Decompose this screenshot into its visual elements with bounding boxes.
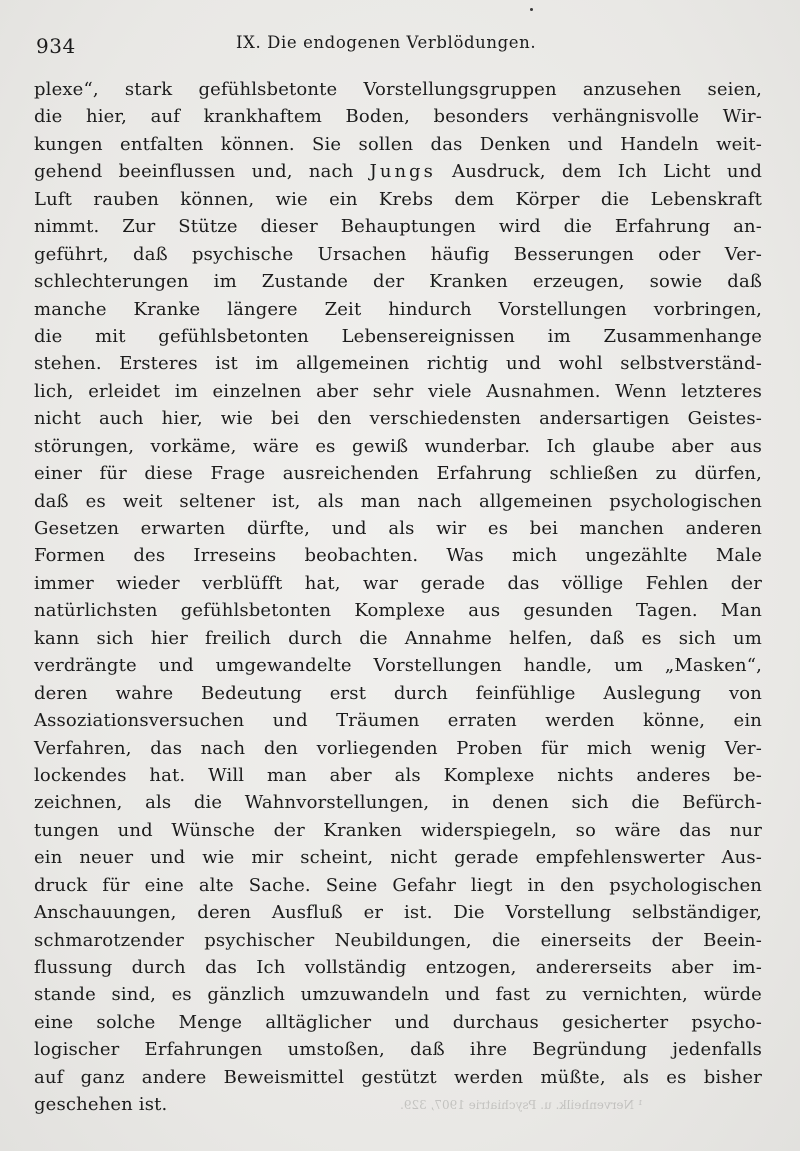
text-line: geführt, daß psychische Ursachen häufig Besserungen oder Ver- — [34, 243, 762, 265]
running-head: IX. Die endogenen Verblödungen. — [236, 33, 537, 52]
text-line: die mit gefühlsbetonten Lebensereignissen im Zusammenhange — [34, 325, 762, 347]
text-line: logischer Erfahrungen umstoßen, daß ihre Begründung jedenfalls — [34, 1039, 762, 1061]
text-line: tungen und Wünsche der Kranken widerspiegeln, so wäre das nur — [34, 819, 762, 841]
text-line: schmarotzender psychischer Neubildungen, die einerseits der Beein- — [34, 929, 762, 951]
text-line: Gesetzen erwarten dürfte, und als wir es bei manchen anderen — [34, 518, 762, 539]
text-line: schlechterungen im Zustande der Kranken erzeugen, sowie daß — [34, 271, 762, 293]
text-line: nicht auch hier, wie bei den verschiedensten andersartigen Geistes- — [34, 408, 762, 430]
text-line: stande sind, es gänzlich umzuwandeln und fast zu vernichten, würde — [34, 984, 762, 1006]
text-line: immer wieder verblüfft hat, war gerade das völlige Fehlen der — [34, 572, 762, 594]
text-line: kann sich hier freilich durch die Annahme helfen, daß es sich um — [34, 627, 762, 649]
text-line: flussung durch das Ich vollständig entzogen, andererseits aber im- — [34, 957, 762, 978]
text-line: deren wahre Bedeutung erst durch feinfühlige Auslegung von — [34, 682, 762, 704]
text-line: kungen entfalten können. Sie sollen das Denken und Handeln weit- — [34, 133, 762, 155]
text-line: Assoziationsversuchen und Träumen erraten werden könne, ein — [34, 710, 762, 732]
text-line: eine solche Menge alltäglicher und durchaus gesicherter psycho- — [34, 1011, 762, 1033]
text-line: gehend beeinflussen und, nach Jungs Ausdruck, dem Ich Licht und — [34, 161, 762, 183]
ink-speck — [530, 8, 533, 11]
text-line: zeichnen, als die Wahnvorstellungen, in denen sich die Befürch- — [34, 792, 762, 814]
emphasized-name: Jungs — [369, 161, 436, 183]
text-line: einer für diese Frage ausreichenden Erfahrung schließen zu dürfen, — [34, 463, 762, 485]
text-line: manche Kranke längere Zeit hindurch Vorstellungen vorbringen, — [34, 298, 762, 320]
page-number: 934 — [36, 34, 76, 58]
text-line: plexe“, stark gefühlsbetonte Vorstellungsgruppen anzusehen seien, — [34, 79, 762, 100]
text-line-final: geschehen ist. — [34, 1094, 168, 1116]
text-line: auf ganz andere Beweismittel gestützt werden müßte, als es bisher — [34, 1066, 762, 1088]
text-line: störungen, vorkäme, wäre es gewiß wunderbar. Ich glaube aber aus — [34, 435, 762, 457]
body-text — [34, 76, 762, 1119]
text-line: natürlichsten gefühlsbetonten Komplexe aus gesunden Tagen. Man — [34, 600, 762, 622]
text-line: nimmt. Zur Stütze dieser Behauptungen wird die Erfahrung an- — [34, 216, 762, 238]
text-line: Formen des Irreseins beobachten. Was mich ungezählte Male — [34, 545, 762, 567]
text-line: daß es weit seltener ist, als man nach allgemeinen psychologischen — [34, 490, 762, 512]
text-line: Luft rauben können, wie ein Krebs dem Körper die Lebenskraft — [34, 188, 762, 210]
text-line: Verfahren, das nach den vorliegenden Proben für mich wenig Ver- — [34, 737, 762, 759]
text-line: lockendes hat. Will man aber als Komplexe nichts anderes be- — [34, 764, 762, 786]
text-line: die hier, auf krankhaftem Boden, besonders verhängnisvolle Wir- — [34, 106, 762, 128]
text-line: druck für eine alte Sache. Seine Gefahr liegt in den psychologischen — [34, 874, 762, 896]
text-line: Anschauungen, deren Ausfluß er ist. Die Vorstellung selbständiger, — [34, 902, 762, 924]
page-header — [36, 30, 760, 60]
text-line: verdrängte und umgewandelte Vorstellungen handle, um „Masken“, — [34, 655, 762, 677]
text-line: ein neuer und wie mir scheint, nicht gerade empfehlenswerter Aus- — [34, 847, 762, 869]
text-line: lich, erleidet im einzelnen aber sehr viele Ausnahmen. Wenn letzteres — [34, 380, 762, 402]
text-line: stehen. Ersteres ist im allgemeinen richtig und wohl selbstverständ- — [34, 353, 762, 375]
bleed-through-footnote: ¹ Nervenheilk. u. Psychiatrie 1907, 329. — [400, 1098, 643, 1112]
